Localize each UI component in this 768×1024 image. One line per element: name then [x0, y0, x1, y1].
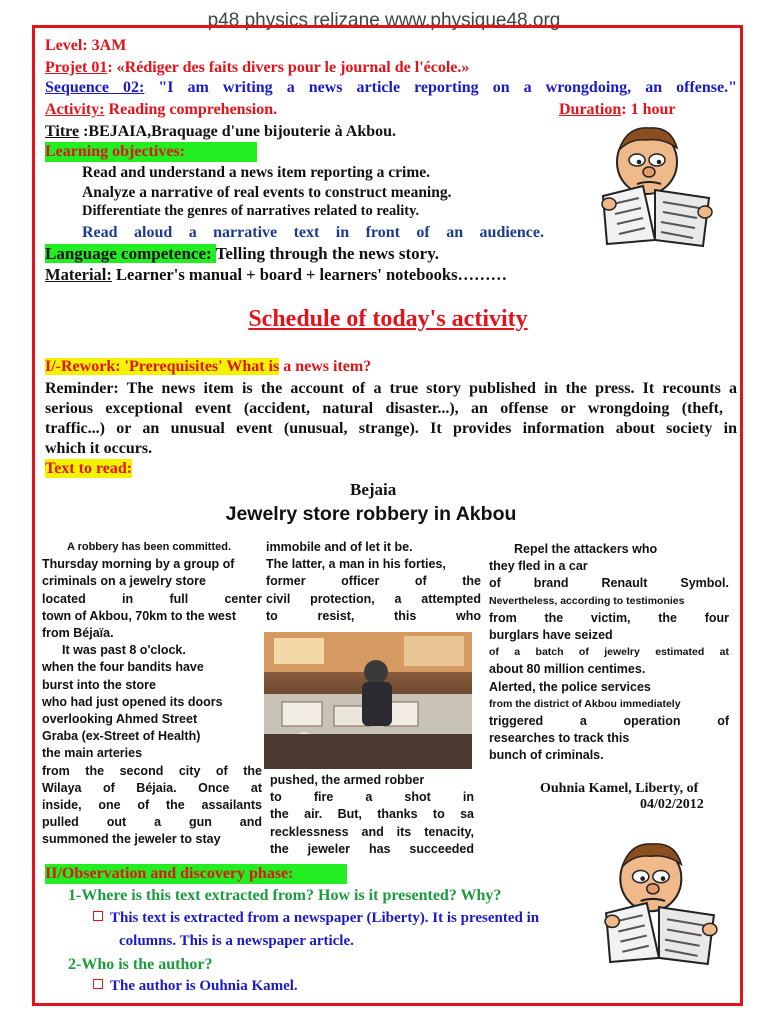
- column-1-line: inside, one of the assailants: [42, 798, 262, 813]
- activity-line: [45, 100, 277, 119]
- column-3-line: of brand Renault Symbol.: [489, 576, 729, 591]
- column-3-line: of a batch of jewelry estimated at: [489, 646, 729, 659]
- column-2-line: former officer of the: [266, 574, 481, 589]
- column-1-line: It was past 8 o'clock.: [62, 643, 186, 658]
- reminder-line-1: Reminder: The news item is the account of a true story published in the press. It recounts a: [45, 380, 737, 397]
- titre-text: :BEJAIA,Braquage d'une bijouterie à Akbou.: [79, 123, 397, 140]
- column-3-line: from the victim, the four: [489, 610, 729, 625]
- answer-1-line-2: columns. This is a newspaper article.: [119, 933, 354, 949]
- sequence-line: [45, 78, 737, 97]
- projet-label: Projet 01: [45, 59, 108, 76]
- column-3-line: burglars have seized: [489, 628, 613, 643]
- column-1-line: the main arteries: [42, 746, 143, 761]
- objectives-label: Learning objectives:: [45, 142, 257, 162]
- column-2-line: The latter, a man in his forties,: [266, 557, 446, 572]
- column-3-line: researches to track this: [489, 731, 630, 746]
- column-3-line: from the district of Akbou immediately: [489, 697, 681, 710]
- column-1-line: A robbery has been committed.: [67, 541, 232, 553]
- rework-heading-highlight: I/-Rework: 'Prerequisites' What is: [45, 358, 280, 375]
- column-2-line: civil protection, a attempted: [266, 591, 481, 606]
- column-1-line: located in full center: [42, 591, 262, 606]
- article-column-1: [42, 539, 262, 849]
- language-text: Telling through the news story.: [215, 244, 440, 263]
- projet-line: [45, 58, 469, 77]
- column-2-line: the jeweler has succeeded: [270, 841, 474, 856]
- column-3-line: triggered a operation of: [489, 714, 729, 729]
- objective-4: Read aloud a narrative text in front of an audience.: [82, 224, 544, 241]
- watermark: p48 physics relizane www.physique48.org: [207, 10, 561, 31]
- newspaper-reader-cartoon-top: [597, 120, 717, 250]
- column-1-line: from Béjaïa.: [42, 626, 114, 641]
- titre-label: Titre: [45, 123, 80, 140]
- objective-1: Read and understand a news item reporting a crime.: [82, 164, 431, 181]
- column-2-line: pushed, the armed robber: [270, 773, 425, 787]
- column-3-line: Nevertheless, according to testimonies: [489, 594, 685, 607]
- article-column-2-top: [266, 539, 481, 625]
- question-2: 2-Who is the author?: [68, 956, 213, 973]
- checkbox-icon: [93, 979, 103, 989]
- column-1-line: Wilaya of Béjaia. Once at: [42, 780, 262, 795]
- column-1-line: Graba (ex-Street of Health): [42, 729, 201, 744]
- projet-text: : «Rédiger des faits divers pour le journal de l'école.»: [107, 59, 470, 76]
- answer-2-line: [93, 977, 298, 996]
- checkbox-icon: [93, 911, 103, 921]
- column-1-line: who had just opened its doors: [42, 694, 223, 709]
- article-place: Bejaia: [350, 480, 397, 499]
- activity-text: Reading comprehension.: [104, 101, 278, 118]
- column-1-line: pulled out a gun and: [42, 815, 262, 830]
- material-line: [45, 265, 507, 284]
- column-3-line: they fled in a car: [489, 559, 588, 574]
- column-1-line: when the four bandits have: [42, 660, 204, 675]
- column-1-line: town of Akbou, 70km to the west: [42, 608, 236, 623]
- answer-2-text: The author is Ouhnia Kamel.: [110, 978, 298, 994]
- activity-label: Activity:: [45, 101, 105, 118]
- column-2-line: immobile and of let it be.: [266, 540, 413, 554]
- titre-line: [45, 122, 396, 141]
- column-1-line: from the second city of the: [42, 763, 262, 778]
- column-1-line: criminals on a jewelry store: [42, 574, 206, 589]
- column-3-line: about 80 million centimes.: [489, 662, 646, 677]
- observation-heading: II/Observation and discovery phase:: [45, 864, 347, 884]
- rework-heading-rest: a news item?: [279, 358, 372, 375]
- column-1-line: summoned the jeweler to stay: [42, 832, 221, 847]
- rework-heading: [45, 357, 371, 376]
- duration-text: : 1 hour: [621, 101, 676, 118]
- column-2-line: recklessness and its tenacity,: [270, 824, 474, 839]
- column-3-line: Alerted, the police services: [489, 679, 651, 694]
- schedule-title: Schedule of today's activity: [248, 306, 528, 332]
- column-2-line: the air. But, thanks to sa: [270, 807, 474, 822]
- column-2-line: to resist, this who: [266, 608, 481, 623]
- objective-2: Analyze a narrative of real events to construct meaning.: [82, 184, 452, 201]
- answer-1-line-1: [93, 909, 539, 928]
- column-3-line: bunch of criminals.: [489, 748, 604, 763]
- sequence-text: "I am writing a news article reporting on a wrongdoing, an offense.": [158, 79, 737, 96]
- duration-label: Duration: [559, 101, 622, 118]
- text-to-read-label: Text to read:: [45, 460, 133, 477]
- column-2-line: to fire a shot in: [270, 790, 474, 805]
- sequence-label: Sequence 02:: [45, 79, 145, 96]
- store-robbery-photo: [264, 632, 472, 769]
- column-1-line: burst into the store: [42, 677, 156, 692]
- article-column-3: [489, 541, 729, 765]
- column-3-line: Repel the attackers who: [514, 542, 658, 556]
- column-1-line: overlooking Ahmed Street: [42, 712, 198, 727]
- question-1: 1-Where is this text extracted from? How is it presented? Why?: [68, 887, 502, 904]
- material-label: Material:: [45, 265, 112, 284]
- duration-line: [559, 100, 675, 119]
- column-1-line: Thursday morning by a group of: [42, 557, 235, 572]
- material-text: Learner's manual + board + learners' notebooks………: [111, 265, 507, 284]
- objective-3: Differentiate the genres of narratives related to reality.: [82, 203, 420, 219]
- level-label: Level: 3AM: [45, 37, 127, 54]
- language-label: Language competence:: [45, 244, 216, 263]
- article-byline: Ouhnia Kamel, Liberty, of: [540, 781, 699, 796]
- reminder-line-4: which it occurs.: [45, 440, 153, 457]
- article-date: 04/02/2012: [640, 797, 704, 812]
- article-headline: Jewelry store robbery in Akbou: [225, 503, 517, 525]
- article-column-2-bottom: [270, 772, 474, 858]
- answer-1-text: This text is extracted from a newspaper (Liberty). It is presented in: [110, 910, 540, 926]
- newspaper-reader-cartoon-bottom: [600, 832, 722, 972]
- reminder-line-2: serious exceptional event (accident, natural disaster...), an offense or wrongdoing (theft,: [45, 400, 723, 417]
- language-line: [45, 244, 439, 263]
- reminder-line-3: traffic...) or an unusual event (unusual, strange). It provides information about society in: [45, 420, 737, 437]
